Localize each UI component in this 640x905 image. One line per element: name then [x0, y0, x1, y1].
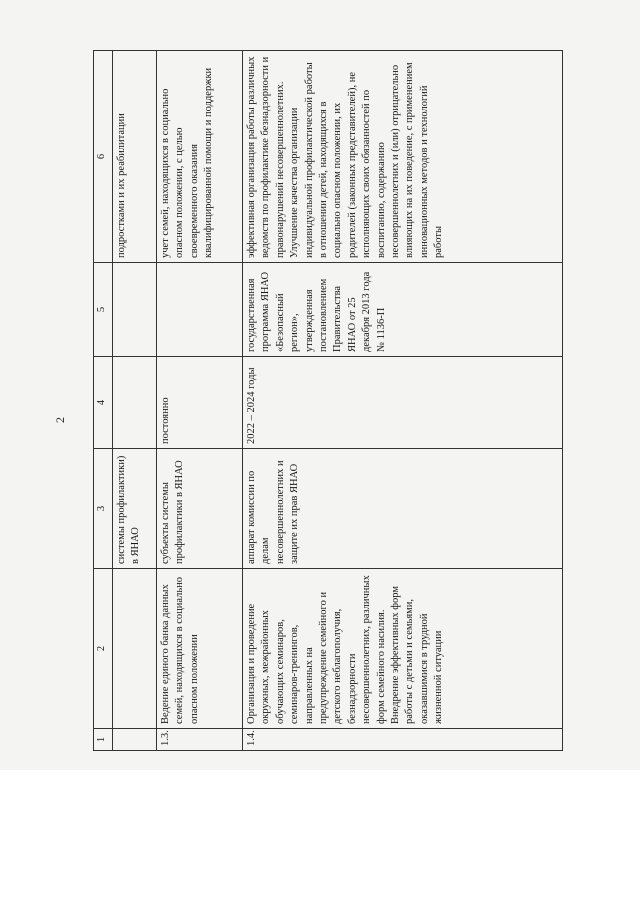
column-header: 6	[94, 51, 113, 263]
executor-cell: аппарат комиссии по делам несовершеннолетних и защите их прав ЯНАО	[243, 449, 563, 569]
column-header: 2	[94, 569, 113, 729]
period-cell: 2022 – 2024 годы	[243, 357, 563, 449]
page-number: 2	[53, 417, 67, 423]
basis-cell: государственная программа ЯНАО «Безопасный регион», утвержденная постановлением Правительства ЯНАО от 25 декабря 2013 года № 1136-П	[243, 263, 563, 357]
plan-table	[93, 50, 563, 751]
table-header-row	[94, 51, 113, 751]
column-header: 5	[94, 263, 113, 357]
column-header: 3	[94, 449, 113, 569]
period-cell	[113, 357, 157, 449]
period-cell: постоянно	[157, 357, 243, 449]
basis-cell	[157, 263, 243, 357]
event-cell: Ведение единого банка данных семей, находящихся в социально опасном положении	[157, 569, 243, 729]
column-header: 1	[94, 729, 113, 751]
result-cell: подростками и их реабилитации	[113, 51, 157, 263]
rotated-document	[53, 45, 563, 795]
table-row	[113, 51, 157, 751]
table-row	[243, 51, 563, 751]
result-cell: эффективная организация работы различных ведомств по профилактике безнадзорности и правонарушений несовершеннолетних. Улучшение качества организации индивидуальной профилактической работы в отношении детей, находящихся в социально опасном положении, их родителей (законных представителей), не исполняющих своих обязанностей по воспитанию, содержанию несовершеннолетних и (или) отрицательно влияющих на их поведение, с применением инновационных методов и технологий работы	[243, 51, 563, 263]
basis-cell	[113, 263, 157, 357]
row-number: 1.3.	[157, 729, 243, 751]
row-number: 1.4.	[243, 729, 563, 751]
row-number	[113, 729, 157, 751]
executor-cell: субъекты системы профилактики в ЯНАО	[157, 449, 243, 569]
event-cell	[113, 569, 157, 729]
event-cell: Организация и проведение окружных, межрайонных обучающих семинаров, семинаров-тренингов, направленных на предупреждение семейного и детского неблагополучия, безнадзорности несовершеннолетних, различных форм семейного насилия. Внедрение эффективных форм работы с детьми и семьями, оказавшимися в трудной жизненной ситуации	[243, 569, 563, 729]
result-cell: учет семей, находящихся в социально опасном положении, с целью своевременного оказания квалифицированной помощи и поддержки	[157, 51, 243, 263]
column-header: 4	[94, 357, 113, 449]
executor-cell: системы профилактики) в ЯНАО	[113, 449, 157, 569]
table-row	[157, 51, 243, 751]
